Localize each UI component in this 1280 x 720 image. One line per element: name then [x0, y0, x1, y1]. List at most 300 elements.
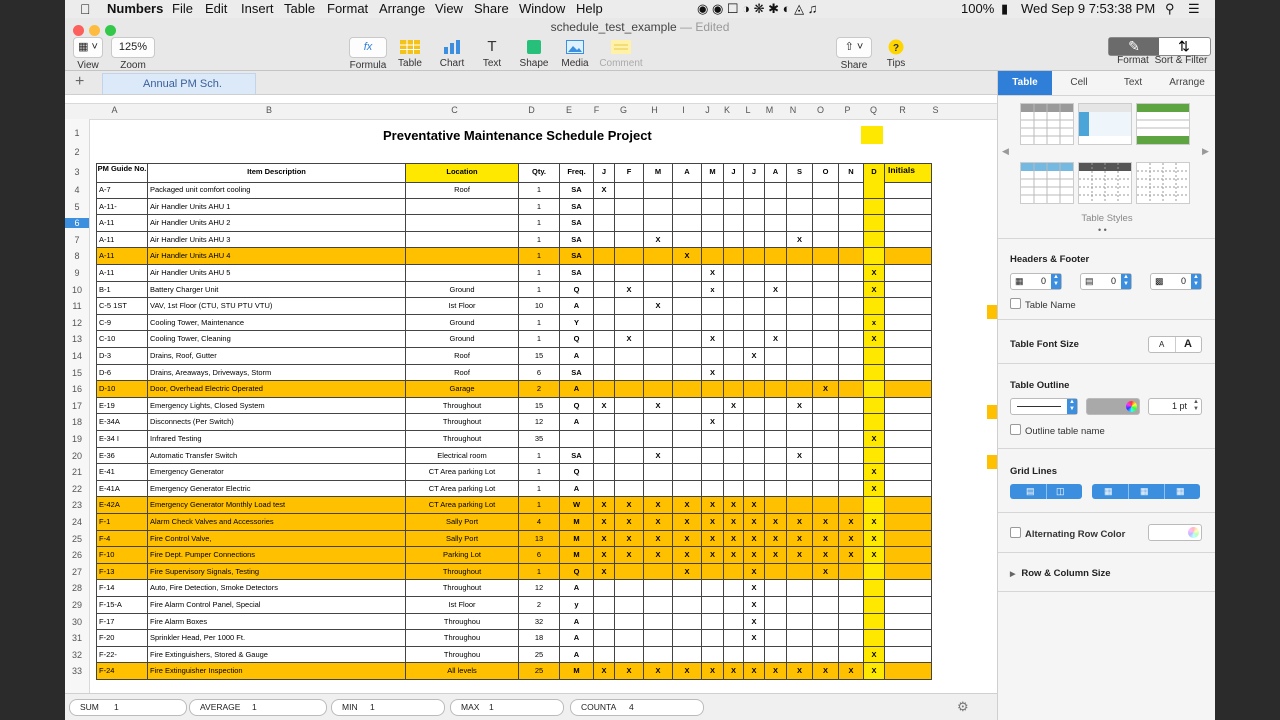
table-cell[interactable]: [615, 580, 644, 597]
table-cell[interactable]: X: [787, 663, 813, 680]
table-cell[interactable]: [813, 199, 839, 216]
table-cell[interactable]: [673, 448, 702, 465]
table-cell[interactable]: [744, 647, 765, 664]
table-cell[interactable]: [702, 215, 724, 232]
stepper-arrows-icon[interactable]: ▲ ▼: [1121, 274, 1131, 289]
column-header[interactable]: B: [265, 105, 272, 115]
table-cell[interactable]: [839, 381, 864, 398]
menu-arrange[interactable]: Arrange: [379, 1, 426, 16]
table-cell[interactable]: [813, 232, 839, 249]
table-cell[interactable]: M: [560, 514, 594, 531]
table-cell[interactable]: [787, 365, 813, 382]
table-cell[interactable]: X: [644, 663, 673, 680]
table-cell[interactable]: A-11: [97, 265, 148, 282]
table-cell[interactable]: [765, 182, 787, 199]
table-cell[interactable]: [885, 630, 932, 647]
table-cell[interactable]: X: [744, 497, 765, 514]
table-cell[interactable]: A: [560, 414, 594, 431]
table-cell[interactable]: [673, 331, 702, 348]
table-cell[interactable]: A: [560, 580, 594, 597]
table-cell[interactable]: [594, 630, 615, 647]
table-cell[interactable]: [615, 199, 644, 216]
table-cell[interactable]: [615, 614, 644, 631]
table-cell[interactable]: X: [724, 547, 744, 564]
table-cell[interactable]: [765, 365, 787, 382]
table-cell[interactable]: [787, 331, 813, 348]
table-cell[interactable]: [813, 647, 839, 664]
table-cell[interactable]: [673, 647, 702, 664]
table-cell[interactable]: [615, 647, 644, 664]
table-cell[interactable]: [724, 248, 744, 265]
table-cell[interactable]: [702, 398, 724, 415]
table-cell[interactable]: [615, 481, 644, 498]
table-cell[interactable]: [744, 331, 765, 348]
table-cell[interactable]: 1: [519, 497, 560, 514]
table-cell[interactable]: [644, 265, 673, 282]
table-cell[interactable]: [864, 448, 885, 465]
table-cell[interactable]: [673, 232, 702, 249]
column-header[interactable]: M: [765, 105, 774, 115]
table-cell[interactable]: [864, 298, 885, 315]
spotlight-icon[interactable]: ⚲: [1165, 1, 1175, 16]
table-cell[interactable]: [644, 481, 673, 498]
table-cell[interactable]: [787, 282, 813, 299]
table-cell[interactable]: 2: [519, 381, 560, 398]
table-cell[interactable]: C-9: [97, 315, 148, 332]
format-label[interactable]: Format: [1117, 55, 1149, 66]
table-cell[interactable]: [813, 215, 839, 232]
row-number[interactable]: 7: [74, 234, 80, 245]
table-cell[interactable]: X: [864, 331, 885, 348]
table-cell[interactable]: J: [724, 164, 744, 183]
table-cell[interactable]: 10: [519, 298, 560, 315]
table-cell[interactable]: [615, 431, 644, 448]
table-cell[interactable]: X: [744, 580, 765, 597]
table-cell[interactable]: Q: [560, 282, 594, 299]
table-cell[interactable]: Drains, Roof, Gutter: [148, 348, 406, 365]
table-cell[interactable]: [864, 564, 885, 581]
column-header[interactable]: A: [111, 105, 118, 115]
table-cell[interactable]: [644, 381, 673, 398]
table-cell[interactable]: X: [615, 531, 644, 548]
table-cell[interactable]: [615, 232, 644, 249]
table-cell[interactable]: PM Guide No.: [97, 164, 148, 183]
table-cell[interactable]: [594, 614, 615, 631]
table-cell[interactable]: [644, 431, 673, 448]
table-cell[interactable]: X: [724, 514, 744, 531]
table-cell[interactable]: [615, 315, 644, 332]
menu-file[interactable]: File: [172, 1, 193, 16]
table-cell[interactable]: [885, 265, 932, 282]
table-cell[interactable]: [594, 298, 615, 315]
table-cell[interactable]: Qty.: [519, 164, 560, 183]
color-wheel-icon[interactable]: [1188, 527, 1199, 538]
row-number[interactable]: 10: [71, 284, 82, 295]
row-number[interactable]: 3: [74, 167, 80, 177]
table-cell[interactable]: X: [864, 647, 885, 664]
table-cell[interactable]: X: [702, 497, 724, 514]
table-cell[interactable]: X: [864, 663, 885, 680]
table-cell[interactable]: Throughout: [406, 564, 519, 581]
table-cell[interactable]: B-1: [97, 282, 148, 299]
table-cell[interactable]: E-34A: [97, 414, 148, 431]
column-header[interactable]: H: [651, 105, 658, 115]
table-cell[interactable]: Parking Lot: [406, 547, 519, 564]
table-cell[interactable]: [644, 614, 673, 631]
table-cell[interactable]: [765, 248, 787, 265]
table-cell[interactable]: [765, 580, 787, 597]
table-cell[interactable]: [885, 331, 932, 348]
table-cell[interactable]: X: [864, 531, 885, 548]
table-cell[interactable]: [615, 597, 644, 614]
table-cell[interactable]: [839, 448, 864, 465]
menu-share[interactable]: Share: [474, 1, 509, 16]
table-cell[interactable]: E-41: [97, 464, 148, 481]
table-cell[interactable]: [644, 564, 673, 581]
table-cell[interactable]: [765, 315, 787, 332]
table-cell[interactable]: A: [765, 164, 787, 183]
table-cell[interactable]: Sally Port: [406, 531, 519, 548]
row-number[interactable]: 26: [71, 550, 82, 561]
table-cell[interactable]: A: [560, 381, 594, 398]
table-cell[interactable]: X: [644, 232, 673, 249]
table-cell[interactable]: X: [615, 331, 644, 348]
stepper-arrows-icon[interactable]: ▲ ▼: [1193, 399, 1199, 412]
table-cell[interactable]: X: [673, 248, 702, 265]
apple-icon[interactable]: [80, 1, 91, 17]
table-cell[interactable]: x: [864, 315, 885, 332]
table-cell[interactable]: [839, 232, 864, 249]
table-cell[interactable]: X: [673, 663, 702, 680]
view-button[interactable]: [73, 37, 103, 71]
table-cell[interactable]: [765, 497, 787, 514]
table-cell[interactable]: [885, 248, 932, 265]
table-cell[interactable]: [765, 431, 787, 448]
table-cell[interactable]: F-13: [97, 564, 148, 581]
table-cell[interactable]: [744, 481, 765, 498]
table-cell[interactable]: [787, 348, 813, 365]
table-cell[interactable]: [787, 464, 813, 481]
row-number[interactable]: 12: [71, 317, 82, 328]
table-cell[interactable]: F-10: [97, 547, 148, 564]
table-cell[interactable]: X: [644, 448, 673, 465]
table-cell[interactable]: A: [560, 348, 594, 365]
table-cell[interactable]: [765, 215, 787, 232]
table-cell[interactable]: E-19: [97, 398, 148, 415]
table-cell[interactable]: 1: [519, 481, 560, 498]
table-cell[interactable]: [744, 315, 765, 332]
table-cell[interactable]: [594, 365, 615, 382]
table-cell[interactable]: [813, 431, 839, 448]
stepper-arrows-icon[interactable]: ▲ ▼: [1051, 274, 1061, 289]
row-number[interactable]: 15: [71, 367, 82, 378]
table-cell[interactable]: [702, 199, 724, 216]
table-cell[interactable]: Automatic Transfer Switch: [148, 448, 406, 465]
table-cell[interactable]: [702, 614, 724, 631]
row-number[interactable]: 22: [71, 483, 82, 494]
table-cell[interactable]: [885, 597, 932, 614]
table-cell[interactable]: X: [744, 531, 765, 548]
row-number[interactable]: 2: [74, 147, 80, 157]
table-cell[interactable]: All levels: [406, 663, 519, 680]
table-cell[interactable]: F: [615, 164, 644, 183]
table-cell[interactable]: [644, 282, 673, 299]
table-cell[interactable]: SA: [560, 265, 594, 282]
table-cell[interactable]: [765, 398, 787, 415]
table-cell[interactable]: [787, 580, 813, 597]
table-cell[interactable]: [885, 348, 932, 365]
table-cell[interactable]: Emergency Generator: [148, 464, 406, 481]
table-cell[interactable]: X: [594, 663, 615, 680]
table-cell[interactable]: X: [702, 365, 724, 382]
decrease-font-button[interactable]: A: [1159, 340, 1165, 349]
table-cell[interactable]: X: [864, 265, 885, 282]
table-cell[interactable]: [594, 448, 615, 465]
table-cell[interactable]: X: [615, 497, 644, 514]
table-cell[interactable]: CT Area parking Lot: [406, 464, 519, 481]
table-cell[interactable]: [594, 331, 615, 348]
chart-button[interactable]: [435, 37, 469, 69]
table-cell[interactable]: [813, 331, 839, 348]
table-cell[interactable]: [406, 199, 519, 216]
column-header[interactable]: D: [528, 105, 535, 115]
table-cell[interactable]: [813, 315, 839, 332]
table-cell[interactable]: C-10: [97, 331, 148, 348]
row-number[interactable]: 28: [71, 583, 82, 594]
table-cell[interactable]: D-10: [97, 381, 148, 398]
table-cell[interactable]: X: [864, 514, 885, 531]
table-cell[interactable]: [673, 298, 702, 315]
table-cell[interactable]: [885, 663, 932, 680]
table-cell[interactable]: F-24: [97, 663, 148, 680]
table-cell[interactable]: X: [787, 547, 813, 564]
table-cell[interactable]: X: [813, 531, 839, 548]
column-header[interactable]: L: [745, 105, 751, 115]
table-cell[interactable]: [813, 298, 839, 315]
table-cell[interactable]: [724, 348, 744, 365]
table-cell[interactable]: M: [560, 531, 594, 548]
table-cell[interactable]: [702, 481, 724, 498]
table-cell[interactable]: X: [673, 497, 702, 514]
table-cell[interactable]: 12: [519, 414, 560, 431]
table-cell[interactable]: [839, 265, 864, 282]
row-number[interactable]: 16: [71, 384, 82, 395]
table-cell[interactable]: [724, 630, 744, 647]
table-cell[interactable]: [594, 414, 615, 431]
table-cell[interactable]: Fire Dept. Pumper Connections: [148, 547, 406, 564]
table-cell[interactable]: Cooling Tower, Cleaning: [148, 331, 406, 348]
increase-font-button[interactable]: A: [1184, 338, 1192, 350]
table-cell[interactable]: X: [594, 564, 615, 581]
table-cell[interactable]: [864, 365, 885, 382]
table-cell[interactable]: 1: [519, 448, 560, 465]
table-cell[interactable]: Q: [560, 331, 594, 348]
table-cell[interactable]: [406, 232, 519, 249]
table-cell[interactable]: X: [594, 398, 615, 415]
table-cell[interactable]: [765, 381, 787, 398]
table-cell[interactable]: [813, 265, 839, 282]
menu-app-name[interactable]: Numbers: [107, 1, 164, 16]
row-number[interactable]: 11: [72, 301, 82, 312]
table-cell[interactable]: X: [702, 514, 724, 531]
table-cell[interactable]: X: [864, 282, 885, 299]
table-cell[interactable]: [787, 248, 813, 265]
table-cell[interactable]: A-11: [97, 232, 148, 249]
table-cell[interactable]: Air Handler Units AHU 1: [148, 199, 406, 216]
table-cell[interactable]: [885, 282, 932, 299]
table-cell[interactable]: X: [615, 514, 644, 531]
table-style-2[interactable]: [1078, 103, 1132, 145]
table-cell[interactable]: [724, 580, 744, 597]
table-cell[interactable]: [644, 199, 673, 216]
table-cell[interactable]: [615, 298, 644, 315]
table-cell[interactable]: [813, 580, 839, 597]
table-cell[interactable]: Fire Control Valve,: [148, 531, 406, 548]
table-cell[interactable]: W: [560, 497, 594, 514]
column-header[interactable]: I: [682, 105, 685, 115]
table-cell[interactable]: [787, 647, 813, 664]
table-cell[interactable]: 6: [519, 547, 560, 564]
table-cell[interactable]: [885, 614, 932, 631]
table-cell[interactable]: Fire Alarm Boxes: [148, 614, 406, 631]
row-number[interactable]: 17: [71, 400, 82, 411]
table-cell[interactable]: [864, 182, 885, 199]
table-cell[interactable]: [724, 315, 744, 332]
table-cell[interactable]: [594, 199, 615, 216]
table-cell[interactable]: [406, 215, 519, 232]
table-cell[interactable]: X: [864, 547, 885, 564]
table-cell[interactable]: [594, 431, 615, 448]
table-cell[interactable]: [864, 580, 885, 597]
row-number[interactable]: 23: [71, 500, 82, 511]
table-style-3[interactable]: [1136, 103, 1190, 145]
table-cell[interactable]: [702, 630, 724, 647]
grid-lines-body-toggle[interactable]: [1092, 484, 1200, 499]
table-cell[interactable]: [839, 282, 864, 299]
table-cell[interactable]: [864, 215, 885, 232]
table-cell[interactable]: [594, 481, 615, 498]
table-cell[interactable]: A: [560, 481, 594, 498]
table-cell[interactable]: [765, 232, 787, 249]
table-cell[interactable]: Roof: [406, 348, 519, 365]
table-cell[interactable]: [724, 265, 744, 282]
table-cell[interactable]: [864, 614, 885, 631]
table-cell[interactable]: Q: [560, 464, 594, 481]
table-cell[interactable]: E-36: [97, 448, 148, 465]
table-cell[interactable]: M: [644, 164, 673, 183]
table-cell[interactable]: [744, 448, 765, 465]
table-cell[interactable]: [765, 298, 787, 315]
table-cell[interactable]: Disconnects (Per Switch): [148, 414, 406, 431]
table-cell[interactable]: Air Handler Units AHU 5: [148, 265, 406, 282]
table-cell[interactable]: [673, 282, 702, 299]
table-style-6[interactable]: [1136, 162, 1190, 204]
table-cell[interactable]: SA: [560, 182, 594, 199]
table-cell[interactable]: 1: [519, 232, 560, 249]
table-cell[interactable]: [644, 597, 673, 614]
row-number[interactable]: 31: [71, 633, 82, 644]
table-cell[interactable]: 1: [519, 265, 560, 282]
table-cell[interactable]: Air Handler Units AHU 4: [148, 248, 406, 265]
table-cell[interactable]: [787, 564, 813, 581]
table-cell[interactable]: S: [787, 164, 813, 183]
table-cell[interactable]: Roof: [406, 365, 519, 382]
notifications-icon[interactable]: ☰: [1188, 1, 1200, 16]
table-cell[interactable]: SA: [560, 365, 594, 382]
table-cell[interactable]: [864, 381, 885, 398]
table-cell[interactable]: [787, 431, 813, 448]
table-cell[interactable]: [885, 481, 932, 498]
table-cell[interactable]: [885, 414, 932, 431]
column-header[interactable]: G: [619, 105, 627, 115]
table-cell[interactable]: [724, 298, 744, 315]
table-cell[interactable]: [885, 564, 932, 581]
row-number[interactable]: 18: [71, 417, 82, 428]
table-cell[interactable]: Emergency Generator Monthly Load test: [148, 497, 406, 514]
table-cell[interactable]: [644, 365, 673, 382]
table-cell[interactable]: [702, 381, 724, 398]
table-cell[interactable]: [702, 298, 724, 315]
yellow-cell[interactable]: [861, 126, 883, 144]
comment-button[interactable]: [599, 37, 643, 69]
table-cell[interactable]: [615, 348, 644, 365]
table-cell[interactable]: [864, 597, 885, 614]
table-cell[interactable]: [765, 464, 787, 481]
table-cell[interactable]: [702, 448, 724, 465]
table-cell[interactable]: X: [702, 663, 724, 680]
table-cell[interactable]: [724, 481, 744, 498]
table-cell[interactable]: X: [744, 614, 765, 631]
grid-lines-header-toggle[interactable]: [1010, 484, 1082, 499]
table-cell[interactable]: Ground: [406, 315, 519, 332]
tab-text[interactable]: Text: [1123, 77, 1143, 88]
table-cell[interactable]: 1: [519, 464, 560, 481]
table-cell[interactable]: [787, 597, 813, 614]
table-cell[interactable]: 1: [519, 215, 560, 232]
gear-icon[interactable]: ⚙: [957, 699, 969, 714]
table-cell[interactable]: Throughou: [406, 647, 519, 664]
table-cell[interactable]: [787, 182, 813, 199]
table-cell[interactable]: [560, 431, 594, 448]
table-cell[interactable]: [724, 331, 744, 348]
table-cell[interactable]: X: [724, 663, 744, 680]
average-pill[interactable]: [189, 699, 327, 716]
table-cell[interactable]: [673, 414, 702, 431]
row-number[interactable]: 30: [71, 616, 82, 627]
table-cell[interactable]: 1: [519, 182, 560, 199]
table-cell[interactable]: [885, 365, 932, 382]
table-cell[interactable]: [594, 248, 615, 265]
table-cell[interactable]: F-22-: [97, 647, 148, 664]
table-cell[interactable]: [813, 248, 839, 265]
table-cell[interactable]: [615, 265, 644, 282]
table-cell[interactable]: [594, 647, 615, 664]
table-cell[interactable]: X: [813, 547, 839, 564]
table-cell[interactable]: [594, 381, 615, 398]
table-cell[interactable]: Air Handler Units AHU 3: [148, 232, 406, 249]
table-cell[interactable]: [702, 232, 724, 249]
table-cell[interactable]: X: [644, 298, 673, 315]
table-cell[interactable]: [839, 315, 864, 332]
table-cell[interactable]: [839, 248, 864, 265]
table-cell[interactable]: [744, 431, 765, 448]
table-cell[interactable]: X: [839, 531, 864, 548]
color-wheel-icon[interactable]: [1126, 401, 1137, 412]
table-cell[interactable]: [839, 614, 864, 631]
table-cell[interactable]: Location: [406, 164, 519, 183]
table-cell[interactable]: [724, 597, 744, 614]
table-cell[interactable]: Drains, Areaways, Driveways, Storm: [148, 365, 406, 382]
